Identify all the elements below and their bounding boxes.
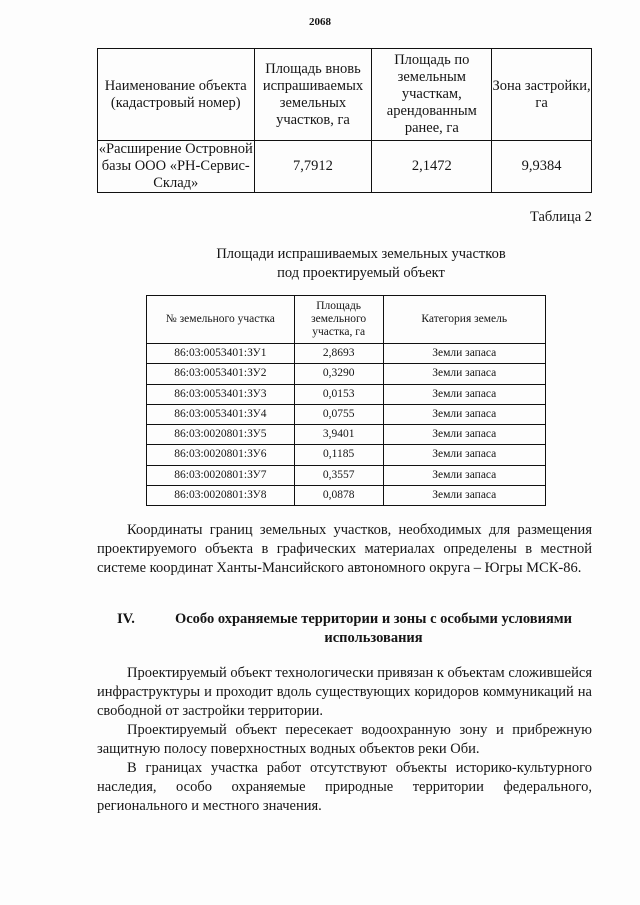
header-object-name: Наименование объекта (кадастровый номер) — [98, 49, 255, 141]
cell-plot-number: 86:03:0020801:ЗУ7 — [147, 465, 295, 485]
object-area-table — [97, 48, 592, 193]
cell-plot-number: 86:03:0053401:ЗУ2 — [147, 364, 295, 384]
cell-plot-area: 2,8693 — [294, 344, 383, 364]
cell-plot-area: 0,3557 — [294, 465, 383, 485]
cell-land-category: Земли запаса — [383, 404, 545, 424]
cell-land-category: Земли запаса — [383, 344, 545, 364]
header-leased-area: Площадь по земельным участкам, арендованным ранее, га — [372, 49, 492, 141]
cell-plot-area: 0,1185 — [294, 445, 383, 465]
cell-land-category: Земли запаса — [383, 485, 545, 505]
cell-land-category: Земли запаса — [383, 384, 545, 404]
land-plots-table — [146, 295, 546, 506]
cell-plot-area: 0,0878 — [294, 485, 383, 505]
table-title-line: Площади испрашиваемых земельных участков — [216, 246, 506, 262]
cell-plot-number: 86:03:0053401:ЗУ4 — [147, 404, 295, 424]
table-title-line: под проектируемый объект — [277, 265, 445, 281]
page-number: 2068 — [309, 16, 331, 28]
table-row — [147, 364, 546, 384]
cell-plot-number: 86:03:0020801:ЗУ8 — [147, 485, 295, 505]
cell-plot-number: 86:03:0053401:ЗУ3 — [147, 384, 295, 404]
table-row — [147, 384, 546, 404]
cell-plot-number: 86:03:0020801:ЗУ6 — [147, 445, 295, 465]
header-plot-number: № земельного участка — [147, 296, 295, 344]
table-row — [147, 344, 546, 364]
body-paragraph: В границах участка работ отсутствуют объекты историко-культурного наследия, особо охраняемые природные территории федерального, регионального и местного значения. — [97, 760, 592, 814]
cell-plot-number: 86:03:0053401:ЗУ1 — [147, 344, 295, 364]
coordinates-paragraph: Координаты границ земельных участков, необходимых для размещения проектируемого объекта в графических материалах определены в местной системе координат Ханты-Мансийского автономного округа – Югры МСК-86. — [97, 522, 592, 576]
table-header-row — [98, 49, 592, 141]
cell-new-area: 7,7912 — [254, 141, 372, 193]
table-row — [147, 485, 546, 505]
table-title — [0, 245, 640, 283]
table-row — [98, 141, 592, 193]
body-paragraph: Проектируемый объект технологически привязан к объектам сложившейся инфраструктуры и проходит вдоль существующих коридоров коммуникаций на свободной от застройки территории. — [97, 665, 592, 719]
body-paragraph: Проектируемый объект пересекает водоохранную зону и прибрежную защитную полосу поверхностных водных объектов реки Оби. — [97, 722, 592, 757]
cell-land-category: Земли запаса — [383, 445, 545, 465]
cell-leased-area: 2,1472 — [372, 141, 492, 193]
cell-plot-area: 3,9401 — [294, 425, 383, 445]
cell-plot-area: 0,3290 — [294, 364, 383, 384]
table-row — [147, 445, 546, 465]
section-number: IV. — [117, 611, 135, 627]
header-plot-area: Площадь земельного участка, га — [294, 296, 383, 344]
cell-building-zone: 9,9384 — [492, 141, 592, 193]
header-building-zone: Зона застройки, га — [492, 49, 592, 141]
cell-object-name: «Расширение Островной базы ООО «РН-Сервис-Склад» — [98, 141, 253, 191]
table-row — [147, 465, 546, 485]
table-row — [147, 404, 546, 424]
cell-plot-area: 0,0755 — [294, 404, 383, 424]
section-title: Особо охраняемые территории и зоны с особыми условиями использования — [174, 611, 573, 646]
cell-land-category: Земли запаса — [383, 425, 545, 445]
cell-land-category: Земли запаса — [383, 465, 545, 485]
table-label: Таблица 2 — [529, 209, 592, 225]
table-header-row — [147, 296, 546, 344]
cell-plot-number: 86:03:0020801:ЗУ5 — [147, 425, 295, 445]
header-new-area: Площадь вновь испрашиваемых земельных участков, га — [254, 49, 372, 141]
cell-plot-area: 0,0153 — [294, 384, 383, 404]
table-row — [147, 425, 546, 445]
cell-land-category: Земли запаса — [383, 364, 545, 384]
header-land-category: Категория земель — [383, 296, 545, 344]
